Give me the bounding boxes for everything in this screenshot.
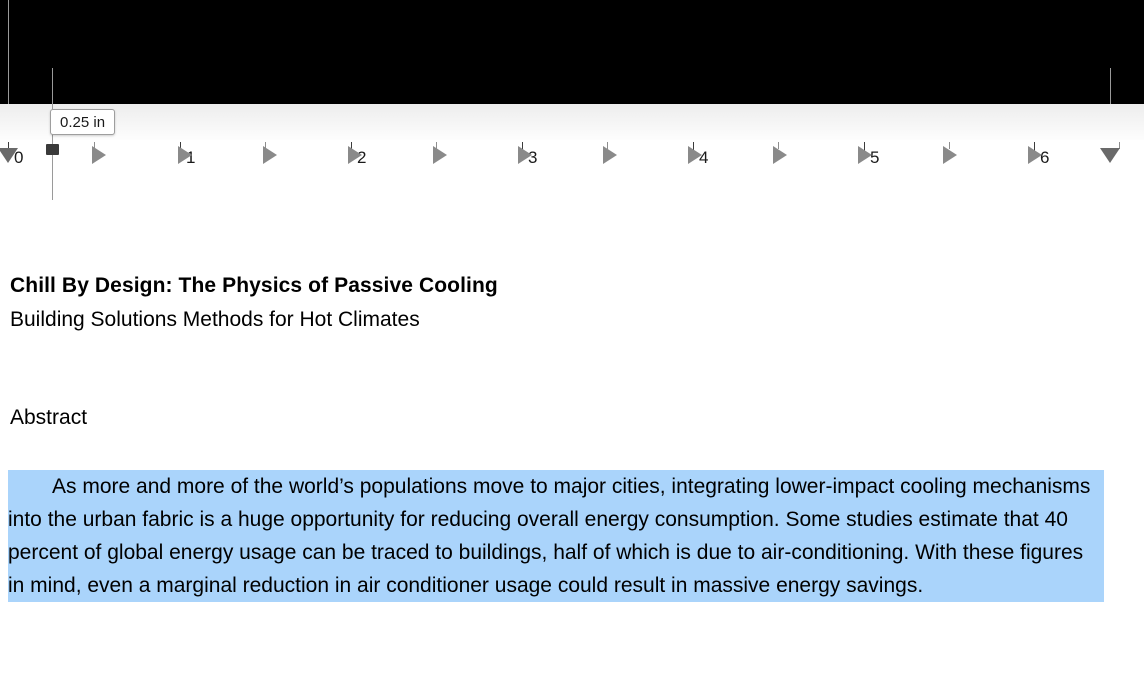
tab-stop-marker[interactable] xyxy=(433,146,447,164)
first-line-indent-marker[interactable] xyxy=(46,144,59,155)
tab-stop-marker[interactable] xyxy=(178,146,192,164)
ruler-label-5: 5 xyxy=(870,148,880,167)
right-indent-marker[interactable] xyxy=(1100,148,1120,163)
tab-stop-marker[interactable] xyxy=(1028,146,1042,164)
tab-stop-marker[interactable] xyxy=(92,146,106,164)
indent-value-tooltip: 0.25 in xyxy=(50,109,115,135)
ruler-label-3: 3 xyxy=(528,148,538,167)
tab-stop-marker[interactable] xyxy=(263,146,277,164)
document-title: Chill By Design: The Physics of Passive Cooling xyxy=(10,274,498,297)
ruler-label-6: 6 xyxy=(1040,148,1050,167)
tab-stop-marker[interactable] xyxy=(943,146,957,164)
document-subtitle: Building Solutions Methods for Hot Climates xyxy=(10,308,420,331)
tab-stop-marker[interactable] xyxy=(603,146,617,164)
document-canvas[interactable] xyxy=(0,200,1144,700)
ruler-label-2: 2 xyxy=(357,148,367,167)
tab-stop-marker[interactable] xyxy=(858,146,872,164)
tab-stop-marker[interactable] xyxy=(518,146,532,164)
tab-stop-marker[interactable] xyxy=(348,146,362,164)
tab-stop-marker[interactable] xyxy=(773,146,787,164)
document-ruler[interactable] xyxy=(0,104,1144,201)
window-chrome-bar xyxy=(0,0,1144,104)
ruler-label-0: 0 xyxy=(14,148,24,167)
ruler-label-1: 1 xyxy=(186,148,196,167)
ruler-marker-strip[interactable] xyxy=(0,104,1144,141)
tab-stop-marker[interactable] xyxy=(688,146,702,164)
document-selected-paragraph[interactable]: As more and more of the world’s populations move to major cities, integrating lower-impact cooling mechanisms into the urban fabric is a huge opportunity for reducing overall energy consumption. Some studies estimate that 40 percent of global energy usage can be traced to buildings, half of which is due to air-conditioning. With these figures in mind, even a marginal reduction in air conditioner usage could result in massive energy savings. xyxy=(8,470,1104,602)
ruler-scale xyxy=(0,140,1144,199)
ruler-label-4: 4 xyxy=(699,148,709,167)
left-indent-marker[interactable] xyxy=(0,148,18,163)
document-section-heading: Abstract xyxy=(10,406,88,429)
